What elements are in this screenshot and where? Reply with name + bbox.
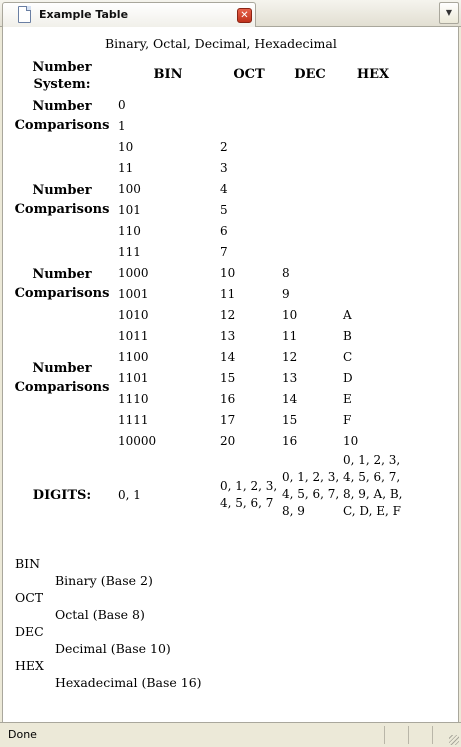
page-content xyxy=(2,27,459,722)
cell-oct: 4 xyxy=(220,182,228,196)
cell-hex: A xyxy=(343,308,352,322)
cell-bin: 1111 xyxy=(118,413,149,427)
cell-oct: 16 xyxy=(220,392,236,406)
status-pane-divider xyxy=(432,726,433,744)
cell-bin: 10000 xyxy=(118,434,157,448)
definition-desc: Binary (Base 2) xyxy=(55,573,153,588)
tab-example-table[interactable] xyxy=(2,2,256,27)
group-label-line2: Comparisons xyxy=(14,202,110,217)
cell-oct: 17 xyxy=(220,413,236,427)
group-label-line1: Number xyxy=(32,183,92,198)
definition-term: BIN xyxy=(15,556,41,571)
cell-hex: D xyxy=(343,371,353,385)
tab-strip xyxy=(0,0,461,27)
digits-oct: 0, 1, 2, 3, 4, 5, 6, 7 xyxy=(220,479,278,510)
tab-title: Example Table xyxy=(39,8,129,21)
cell-dec: 13 xyxy=(282,371,298,385)
cell-oct: 15 xyxy=(220,371,236,385)
cell-bin: 110 xyxy=(118,224,141,238)
cell-dec: 11 xyxy=(282,329,298,343)
cell-bin: 1001 xyxy=(118,287,149,301)
status-text: Done xyxy=(8,728,37,741)
header-dec: DEC xyxy=(294,67,326,82)
cell-bin: 11 xyxy=(118,161,134,175)
definition-desc: Decimal (Base 10) xyxy=(55,641,171,656)
cell-oct: 11 xyxy=(220,287,236,301)
group-label-4 xyxy=(7,359,117,397)
cell-oct: 7 xyxy=(220,245,228,259)
digits-dec: 0, 1, 2, 3, 4, 5, 6, 7, 8, 9 xyxy=(282,470,340,518)
definition-desc: Hexadecimal (Base 16) xyxy=(55,675,202,690)
cell-bin: 1110 xyxy=(118,392,149,406)
cell-bin: 1100 xyxy=(118,350,149,364)
cell-oct: 20 xyxy=(220,434,236,448)
group-label-3 xyxy=(7,265,117,303)
cell-dec: 16 xyxy=(282,434,298,448)
cell-oct: 3 xyxy=(220,161,228,175)
cell-oct: 13 xyxy=(220,329,236,343)
cell-oct: 12 xyxy=(220,308,236,322)
cell-oct: 2 xyxy=(220,140,228,154)
cell-bin: 111 xyxy=(118,245,141,259)
cell-dec: 8 xyxy=(282,266,290,280)
status-pane-divider xyxy=(384,726,385,744)
group-label-line2: Comparisons xyxy=(14,118,110,133)
group-label-line1: Number xyxy=(32,267,92,282)
document-icon xyxy=(18,6,31,23)
cell-dec: 10 xyxy=(282,308,298,322)
cell-dec: 14 xyxy=(282,392,298,406)
header-number-system xyxy=(7,59,117,93)
header-system-line1: Number xyxy=(32,60,92,75)
cell-hex: C xyxy=(343,350,353,364)
cell-hex: F xyxy=(343,413,352,427)
cell-bin: 0 xyxy=(118,98,126,112)
cell-bin: 1010 xyxy=(118,308,149,322)
group-label-line1: Number xyxy=(32,361,92,376)
group-label-1 xyxy=(7,97,117,135)
definition-desc: Octal (Base 8) xyxy=(55,607,145,622)
cell-dec: 9 xyxy=(282,287,290,301)
definition-term: DEC xyxy=(15,624,44,639)
group-label-2 xyxy=(7,181,117,219)
header-oct: OCT xyxy=(233,67,265,82)
digits-bin: 0, 1 xyxy=(118,488,141,502)
cell-hex: E xyxy=(343,392,352,406)
cell-hex: B xyxy=(343,329,352,343)
cell-bin: 10 xyxy=(118,140,134,154)
cell-bin: 1 xyxy=(118,119,126,133)
status-bar xyxy=(0,722,461,747)
digits-hex: 0, 1, 2, 3, 4, 5, 6, 7, 8, 9, A, B, C, D, E, F xyxy=(343,453,403,518)
resize-grip-icon[interactable] xyxy=(449,735,459,745)
cell-bin: 101 xyxy=(118,203,141,217)
tab-close-button[interactable]: ✕ xyxy=(237,8,252,23)
cell-bin: 1101 xyxy=(118,371,149,385)
status-pane-divider xyxy=(408,726,409,744)
table-caption: Binary, Octal, Decimal, Hexadecimal xyxy=(105,36,337,51)
cell-bin: 1011 xyxy=(118,329,149,343)
cell-bin: 100 xyxy=(118,182,141,196)
cell-dec: 12 xyxy=(282,350,298,364)
cell-oct: 6 xyxy=(220,224,228,238)
header-system-line2: System: xyxy=(33,77,91,92)
group-label-line1: Number xyxy=(32,99,92,114)
cell-hex: 10 xyxy=(343,434,359,448)
group-label-line2: Comparisons xyxy=(14,286,110,301)
cell-oct: 10 xyxy=(220,266,236,280)
header-bin: BIN xyxy=(153,67,183,82)
tab-list-dropdown-button[interactable]: ▼ xyxy=(439,2,459,24)
group-label-line2: Comparisons xyxy=(14,380,110,395)
definition-term: HEX xyxy=(15,658,44,673)
cell-oct: 5 xyxy=(220,203,228,217)
header-hex: HEX xyxy=(356,67,390,82)
cell-dec: 15 xyxy=(282,413,298,427)
definition-term: OCT xyxy=(15,590,44,605)
cell-bin: 1000 xyxy=(118,266,149,280)
digits-label: DIGITS: xyxy=(32,488,92,503)
cell-oct: 14 xyxy=(220,350,236,364)
